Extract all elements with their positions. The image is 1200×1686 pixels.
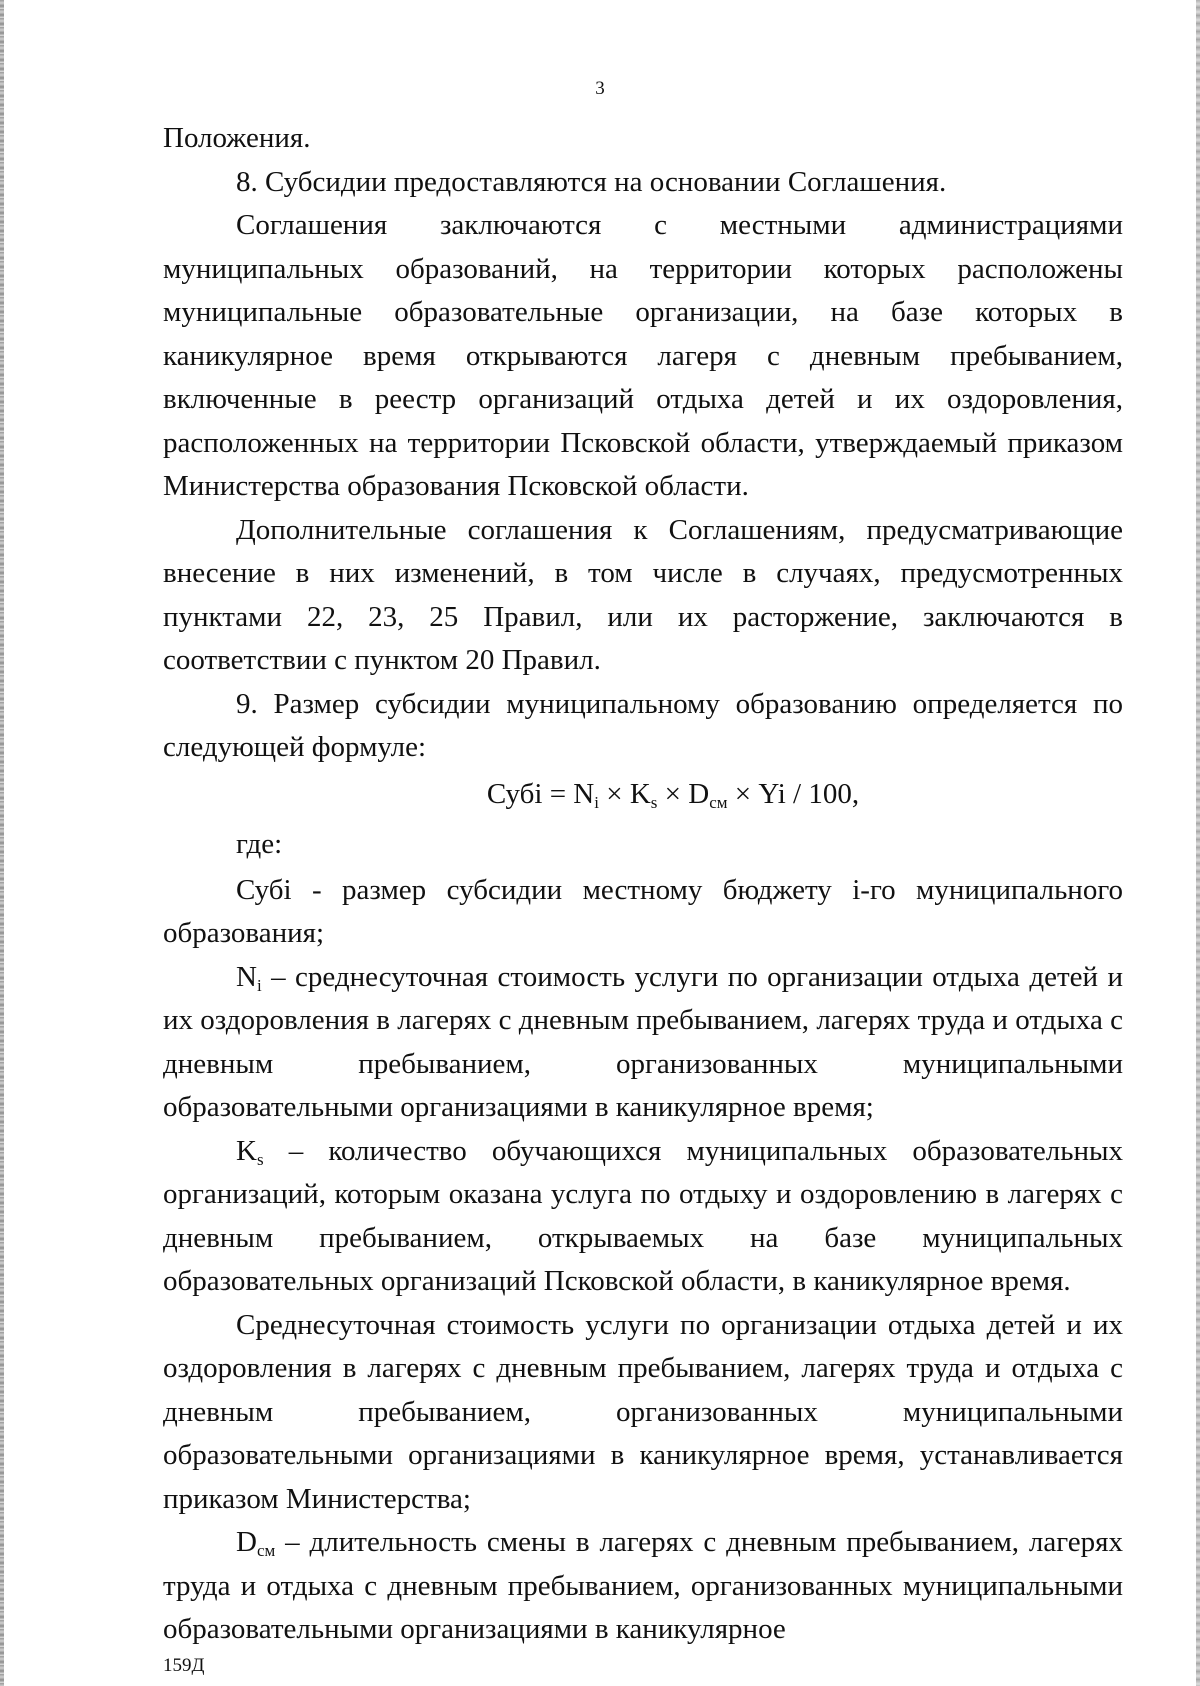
symbol-k xyxy=(236,1135,264,1167)
symbol-d xyxy=(236,1526,275,1558)
definition-n xyxy=(163,956,1123,1130)
formula-mid-2: × D xyxy=(657,777,710,810)
formula-mid-1: × K xyxy=(598,777,651,810)
symbol-d-subscript: см xyxy=(256,1541,276,1560)
symbol-n-letter: N xyxy=(236,960,257,993)
paragraph-agreements: Соглашения заключаются с местными администрациями муниципальных образований, на территории которых расположены муниципальные образовательные организации, на базе которых в каникулярное время открываются лагеря с дневным пребыванием, включенные в реестр организаций отдыха детей и их оздоровления, расположенных на территории Псковской области, утверждаемый приказом Министерства образования Псковской области. xyxy=(163,209,1123,502)
paragraph-average-cost: Среднесуточная стоимость услуги по организации отдыха детей и их оздоровления в лагерях с дневным пребыванием, лагерях труда и отдыха с дневным пребыванием, организованных муниципальными образовательными организациями в каникулярное время, устанавливается приказом Министерства; xyxy=(163,1308,1123,1515)
formula-k-subscript: s xyxy=(650,792,658,812)
where-label: где: xyxy=(236,828,283,860)
definition-k xyxy=(163,1130,1123,1304)
formula-n-subscript: i xyxy=(594,792,599,812)
symbol-d-letter: D xyxy=(236,1526,257,1558)
symbol-k-subscript: s xyxy=(256,1149,264,1169)
page-number: 3 xyxy=(595,78,605,99)
definition-subi: Субi - размер субсидии местному бюджету i-го муниципального образования; xyxy=(163,873,1123,949)
footer-document-code: 159Д xyxy=(163,1655,205,1676)
paragraph-8: 8. Субсидии предоставляются на основании Соглашения. xyxy=(236,165,947,198)
subsidy-formula xyxy=(163,773,1123,817)
symbol-n xyxy=(236,961,262,993)
formula-lhs: Субi = N xyxy=(486,777,595,810)
definition-d-text: – длительность смены в лагерях с дневным пребыванием, лагерях труда и отдыха с дневным пребыванием, организованных муниципальными образовательными организациями в каникулярное xyxy=(163,1526,1123,1645)
formula-d-subscript: см xyxy=(709,792,728,812)
symbol-k-letter: K xyxy=(236,1134,257,1167)
scan-edge-right xyxy=(1196,0,1200,1686)
definition-k-text: – количество обучающихся муниципальных образовательных организаций, которым оказана услуга по отдыху и оздоровлению в лагерях с дневным пребыванием, открываемых на базе муниципальных образовательных организаций Псковской области, в каникулярное время. xyxy=(163,1134,1123,1297)
document-body xyxy=(163,117,1123,1652)
definition-n-text: – среднесуточная стоимость услуги по организации отдыха детей и их оздоровления в лагерях с дневным пребыванием, лагерях труда и отдыха с дневным пребыванием, организованных муниципальными образовательными организациями в каникулярное время; xyxy=(163,960,1123,1123)
formula-rhs: × Yi / 100, xyxy=(727,777,860,810)
definition-d xyxy=(163,1521,1123,1652)
paragraph-9: 9. Размер субсидии муниципальному образованию определяется по следующей формуле: xyxy=(163,687,1123,763)
scan-edge-left xyxy=(0,0,4,1686)
symbol-n-subscript: i xyxy=(256,975,262,995)
continuation-line: Положения. xyxy=(163,122,311,154)
paragraph-additional-agreements: Дополнительные соглашения к Соглашениям, предусматривающие внесение в них изменений, в том числе в случаях, предусмотренных пунктами 22, 23, 25 Правил, или их расторжение, заключаются в соответствии с пунктом 20 Правил. xyxy=(163,513,1123,676)
